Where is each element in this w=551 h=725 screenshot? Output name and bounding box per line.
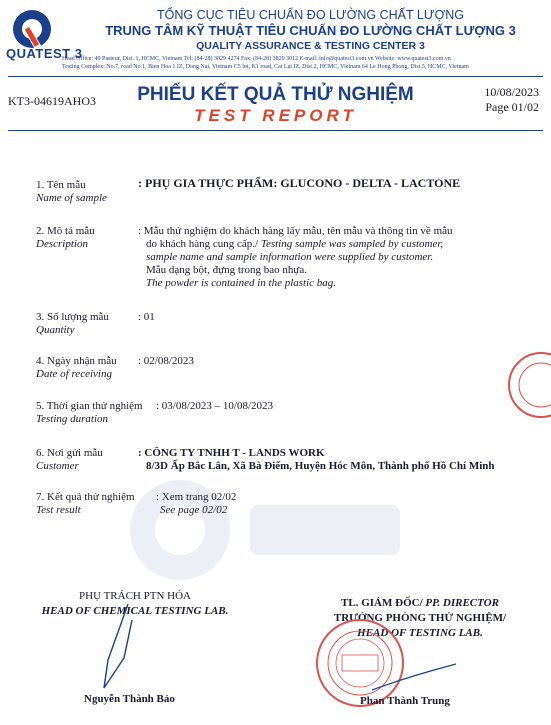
field-quantity-value: : 01 <box>138 311 155 323</box>
signature-left-name: Nguyễn Thành Bảo <box>84 693 175 705</box>
field-description-label: 2. Mô tả mẫu Description <box>36 225 95 250</box>
signature-left: PHỤ TRÁCH PTN HÓA HEAD OF CHEMICAL TESTING LAB. <box>41 590 229 617</box>
title-divider <box>8 130 543 131</box>
report-title-en: TEST REPORT <box>194 106 357 125</box>
report-date: 10/08/2023 <box>484 85 539 99</box>
field-duration-value: : 03/08/2023 – 10/08/2023 <box>156 400 274 412</box>
signature-right: TL. GIÁM ĐỐC/ PP. DIRECTOR TRƯỞNG PHÒNG THỬ NGHIỆM/ HEAD OF TESTING LAB. <box>333 597 507 639</box>
report-date-block <box>484 85 539 115</box>
signature-right-name: Phan Thành Trung <box>360 695 450 707</box>
logo-text: QUATEST 3 <box>6 46 83 61</box>
side-stamp <box>508 352 551 418</box>
watermark-icon <box>120 470 420 590</box>
header-ministry: TỔNG CỤC TIÊU CHUẨN ĐO LƯỜNG CHẤT LƯỢNG <box>157 8 464 22</box>
header-address-office: Head Office: 49 Pasteur, Dist. 1, HCMC, Vietnam Tel: (84-28) 3829 4274 Fax: (84-28) 3829 3012 E-mail: info@quatest3.com.vn Website: www.quatest3.com.vn <box>62 56 451 62</box>
field-quantity-label: 3. Số lượng mẫu Quantity <box>36 311 109 336</box>
header-address-testing: Testing Complex: No.7, road No.1, Bien Hoa 1 IZ, Dong Nai, Vietnam C5 lot, K1 road, Cat Lai IZ, Dist.2, HCMC, Vietnam 64 Le Hong Phong, Dist.5, HCMC, Vietnam <box>62 64 469 70</box>
report-title-vn: PHIẾU KẾT QUẢ THỬ NGHIỆM <box>137 84 414 105</box>
report-page: Page 01/02 <box>485 100 539 114</box>
field-receiving-value: : 02/08/2023 <box>138 355 194 367</box>
field-receiving-label: 4. Ngày nhận mẫu Date of receiving <box>36 355 117 380</box>
report-code: KT3-04619AHO3 <box>8 94 96 108</box>
field-customer-label: 6. Nơi gửi mẫu Customer <box>36 447 103 472</box>
signature-left-scribble-icon <box>98 600 138 696</box>
side-stamp-icon <box>510 354 551 416</box>
field-sample-name-label: 1. Tên mẫu Name of sample <box>36 179 107 204</box>
field-description-value: : Mẫu thử nghiệm do khách hàng lấy mẫu, tên mẫu và thông tin về mẫu do khách hàng cung cấp./ Testing sample was sampled by customer, sample name and sample information were supplied by customer. Mẫu dạng bột, đựng trong bao nhựa. The powder is contained in the plastic bag. <box>138 225 453 289</box>
header-center-en: QUALITY ASSURANCE & TESTING CENTER 3 <box>196 40 425 52</box>
header-center-vn: TRUNG TÂM KỸ THUẬT TIÊU CHUẨN ĐO LƯỜNG CHẤT LƯỢNG 3 <box>105 23 516 38</box>
field-result-value: : Xem trang 02/02 See page 02/02 <box>156 491 237 516</box>
field-customer-value: : CÔNG TY TNHH T - LANDS WORK 8/3D Ấp Bắc Lân, Xã Bà Điểm, Huyện Hóc Môn, Thành phố Hồ Chí Minh <box>138 447 495 472</box>
header-divider <box>8 76 543 77</box>
watermark-logo <box>120 470 420 590</box>
field-sample-name-value: : PHỤ GIA THỰC PHẨM: GLUCONO - DELTA - LACTONE <box>138 176 461 190</box>
signature-right-scribble-icon <box>370 650 460 700</box>
field-result-label: 7. Kết quả thử nghiệm Test result <box>36 491 135 516</box>
field-duration-label: 5. Thời gian thử nghiệm Testing duration <box>36 400 143 425</box>
